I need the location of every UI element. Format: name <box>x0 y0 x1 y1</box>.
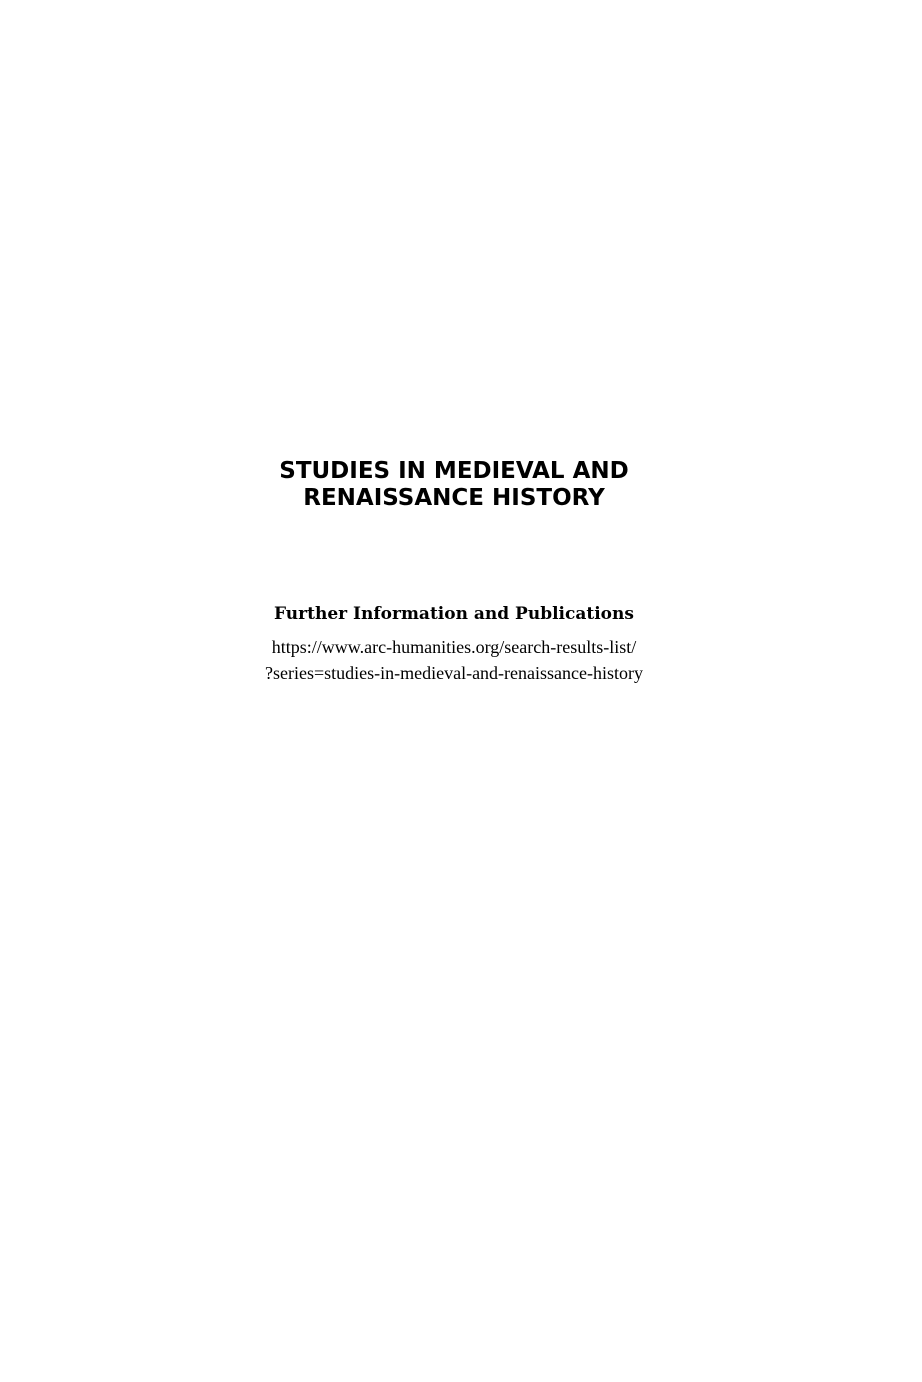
series-title <box>0 458 908 512</box>
series-title-line-2: RENAISSANCE HISTORY <box>303 485 605 511</box>
further-information-heading: Further Information and Publications <box>274 604 634 624</box>
series-url-line-2: ?series=studies-in-medieval-and-renaissance-history <box>264 663 643 683</box>
series-url <box>0 634 908 686</box>
series-title-line-1: STUDIES IN MEDIEVAL AND <box>279 458 629 484</box>
series-url-line-1: https://www.arc-humanities.org/search-results-list/ <box>271 637 637 657</box>
